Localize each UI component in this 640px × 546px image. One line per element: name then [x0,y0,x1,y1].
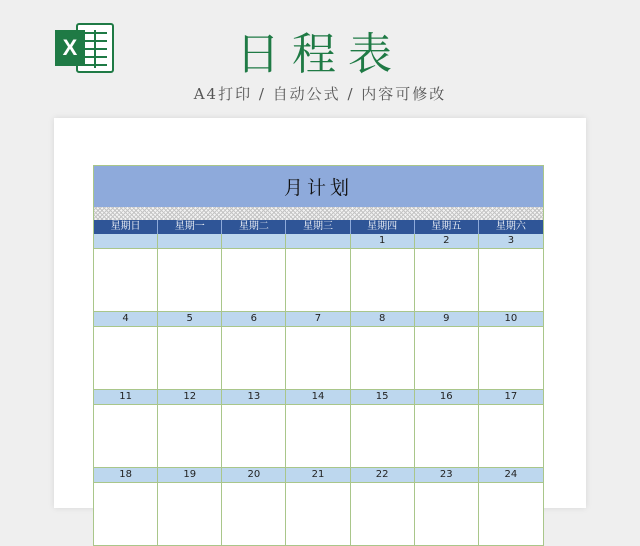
day-entry-cell[interactable] [479,483,543,546]
date-number-cell[interactable]: 9 [415,312,479,327]
day-entry-cell[interactable] [415,405,479,468]
date-number-cell[interactable] [286,234,350,249]
date-number-row [94,234,543,249]
day-entry-cell[interactable] [158,249,222,312]
date-number-cell[interactable] [94,234,158,249]
day-entry-cell[interactable] [415,327,479,390]
date-number-cell[interactable]: 15 [351,390,415,405]
date-number-cell[interactable]: 2 [415,234,479,249]
weekday-header-cell: 星期五 [415,220,479,234]
date-number-cell[interactable] [222,234,286,249]
day-entry-cell[interactable] [479,327,543,390]
date-number-cell[interactable]: 13 [222,390,286,405]
date-number-cell[interactable]: 10 [479,312,543,327]
date-number-cell[interactable]: 19 [158,468,222,483]
date-number-row [94,312,543,327]
day-entry-cell[interactable] [222,327,286,390]
day-entry-cell[interactable] [94,405,158,468]
date-number-cell[interactable]: 7 [286,312,350,327]
day-entry-cell[interactable] [286,327,350,390]
day-entry-cell[interactable] [351,249,415,312]
pattern-divider [94,207,543,220]
day-entry-cell[interactable] [94,483,158,546]
day-cells-row [94,405,543,468]
date-number-cell[interactable] [158,234,222,249]
day-cells-row [94,483,543,546]
date-number-row [94,390,543,405]
weekday-header-cell: 星期三 [286,220,350,234]
calendar-weeks [94,234,543,546]
date-number-row [94,468,543,483]
page-title: 日程表 [236,29,404,80]
day-entry-cell[interactable] [158,483,222,546]
page-subtitle: A4打印 / 自动公式 / 内容可修改 [193,85,447,103]
day-entry-cell[interactable] [351,483,415,546]
weekday-header-cell: 星期日 [94,220,158,234]
day-entry-cell[interactable] [286,483,350,546]
date-number-cell[interactable]: 5 [158,312,222,327]
day-entry-cell[interactable] [158,327,222,390]
weekday-header-cell: 星期四 [351,220,415,234]
month-plan-banner: 月计划 [94,165,543,207]
date-number-cell[interactable]: 11 [94,390,158,405]
date-number-cell[interactable]: 20 [222,468,286,483]
day-entry-cell[interactable] [479,249,543,312]
day-cells-row [94,327,543,390]
day-entry-cell[interactable] [94,249,158,312]
day-entry-cell[interactable] [222,483,286,546]
date-number-cell[interactable]: 8 [351,312,415,327]
day-entry-cell[interactable] [94,327,158,390]
day-entry-cell[interactable] [351,327,415,390]
date-number-cell[interactable]: 12 [158,390,222,405]
date-number-cell[interactable]: 24 [479,468,543,483]
date-number-cell[interactable]: 22 [351,468,415,483]
day-entry-cell[interactable] [351,405,415,468]
day-cells-row [94,249,543,312]
date-number-cell[interactable]: 23 [415,468,479,483]
day-entry-cell[interactable] [222,249,286,312]
weekday-header-row [94,220,543,234]
date-number-cell[interactable]: 4 [94,312,158,327]
day-entry-cell[interactable] [415,249,479,312]
weekday-header-cell: 星期六 [479,220,543,234]
date-number-cell[interactable]: 3 [479,234,543,249]
date-number-cell[interactable]: 21 [286,468,350,483]
date-number-cell[interactable]: 14 [286,390,350,405]
date-number-cell[interactable]: 6 [222,312,286,327]
day-entry-cell[interactable] [158,405,222,468]
calendar-sheet [93,165,544,546]
day-entry-cell[interactable] [479,405,543,468]
date-number-cell[interactable]: 18 [94,468,158,483]
day-entry-cell[interactable] [286,249,350,312]
day-entry-cell[interactable] [222,405,286,468]
day-entry-cell[interactable] [286,405,350,468]
weekday-header-cell: 星期二 [222,220,286,234]
date-number-cell[interactable]: 1 [351,234,415,249]
day-entry-cell[interactable] [415,483,479,546]
date-number-cell[interactable]: 17 [479,390,543,405]
svg-text:X: X [62,35,78,60]
date-number-cell[interactable]: 16 [415,390,479,405]
weekday-header-cell: 星期一 [158,220,222,234]
